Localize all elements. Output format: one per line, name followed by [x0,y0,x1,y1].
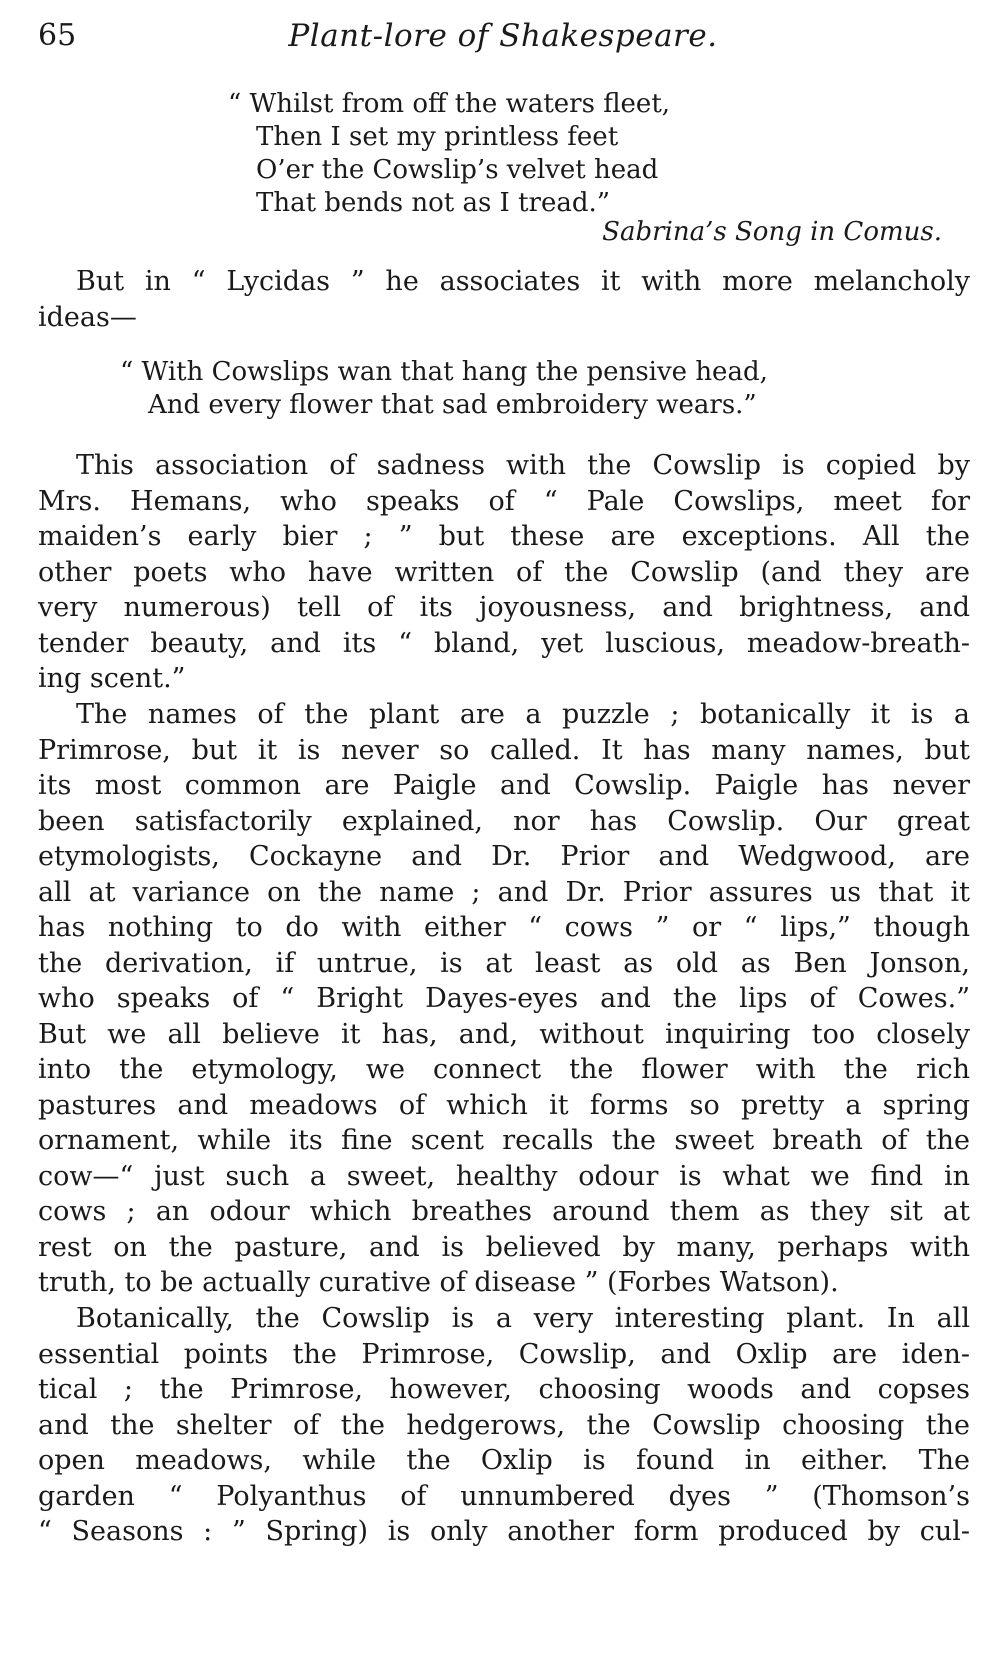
running-title: Plant-lore of Shakespeare. [288,18,718,54]
verse-line: That bends not as I tread.” [256,188,611,218]
text-line: ing scent.” [38,663,186,694]
text-line: maiden’s early bier ; ” but these are exceptions. All the [38,521,970,552]
text-line: tical ; the Primrose, however, choosing woods and copses [38,1374,970,1405]
text-line: cows ; an odour which breathes around them as they sit at [38,1196,970,1227]
running-head [38,18,968,58]
text-line: ideas— [38,301,137,333]
text-line: But we all believe it has, and, without inquiring too closely [38,1018,970,1050]
text-line: “ Seasons : ” Spring) is only another form produced by cul- [38,1516,970,1547]
text-line: cow—“ just such a sweet, healthy odour is what we find in [38,1160,970,1192]
text-line: ornament, while its fine scent recalls the sweet breath of the [38,1125,970,1156]
text-line: This association of sadness with the Cowslip is copied by [76,450,970,481]
text-line: very numerous) tell of its joyousness, and brightness, and [38,592,970,623]
text-line: who speaks of “ Bright Dayes-eyes and the lips of Cowes.” [38,983,970,1014]
paragraph-hemans [38,448,970,697]
paragraph-names [38,697,970,1301]
text-line: into the etymology, we connect the flower with the rich [38,1054,970,1085]
text-line: Primrose, but it is never so called. It has many names, but [38,734,970,766]
verse-line: “ With Cowslips wan that hang the pensive head, [120,357,768,387]
text-line: The names of the plant are a puzzle ; botanically it is a [76,699,970,730]
text-line: been satisfactorily explained, nor has Cowslip. Our great [38,805,970,837]
text-line: other poets who have written of the Cowslip (and they are [38,556,970,588]
verse-line: Then I set my printless feet [256,122,619,152]
verse-lycidas [120,356,768,422]
text-line: essential points the Primrose, Cowslip, and Oxlip are iden- [38,1338,970,1370]
text-line: pastures and meadows of which it forms so pretty a spring [38,1089,970,1121]
text-line: has nothing to do with either “ cows ” or “ lips,” though [38,912,970,943]
text-line: all at variance on the name ; and Dr. Prior assures us that it [38,876,970,908]
text-line: its most common are Paigle and Cowslip. Paigle has never [38,770,970,801]
text-line: Botanically, the Cowslip is a very interesting plant. In all [76,1303,970,1334]
verse-sabrina [228,88,670,220]
verse-line: And every flower that sad embroidery wears.” [148,390,757,420]
text-line: the derivation, if untrue, is at least as old as Ben Jonson, [38,947,970,979]
text-line: rest on the pasture, and is believed by many, perhaps with [38,1231,970,1263]
paragraph-lycidas [38,264,970,335]
text-line: garden “ Polyanthus of unnumbered dyes ” (Thomson’s [38,1480,970,1512]
verse-line: O’er the Cowslip’s velvet head [256,155,659,185]
paragraph-botany [38,1301,970,1550]
text-line: etymologists, Cockayne and Dr. Prior and Wedgwood, are [38,841,970,872]
text-line: open meadows, while the Oxlip is found in either. The [38,1445,970,1476]
text-line: Mrs. Hemans, who speaks of “ Pale Cowslips, meet for [38,485,970,517]
text-line: But in “ Lycidas ” he associates it with more melancholy [76,266,970,297]
verse-line: “ Whilst from off the waters fleet, [228,89,671,119]
text-line: and the shelter of the hedgerows, the Cowslip choosing the [38,1409,970,1441]
page-number: 65 [38,18,77,53]
text-line: truth, to be actually curative of disease ” (Forbes Watson). [38,1267,839,1298]
text-line: tender beauty, and its “ bland, yet luscious, meadow-breath- [38,627,970,659]
verse-attribution: Sabrina’s Song in Comus. [602,217,942,247]
